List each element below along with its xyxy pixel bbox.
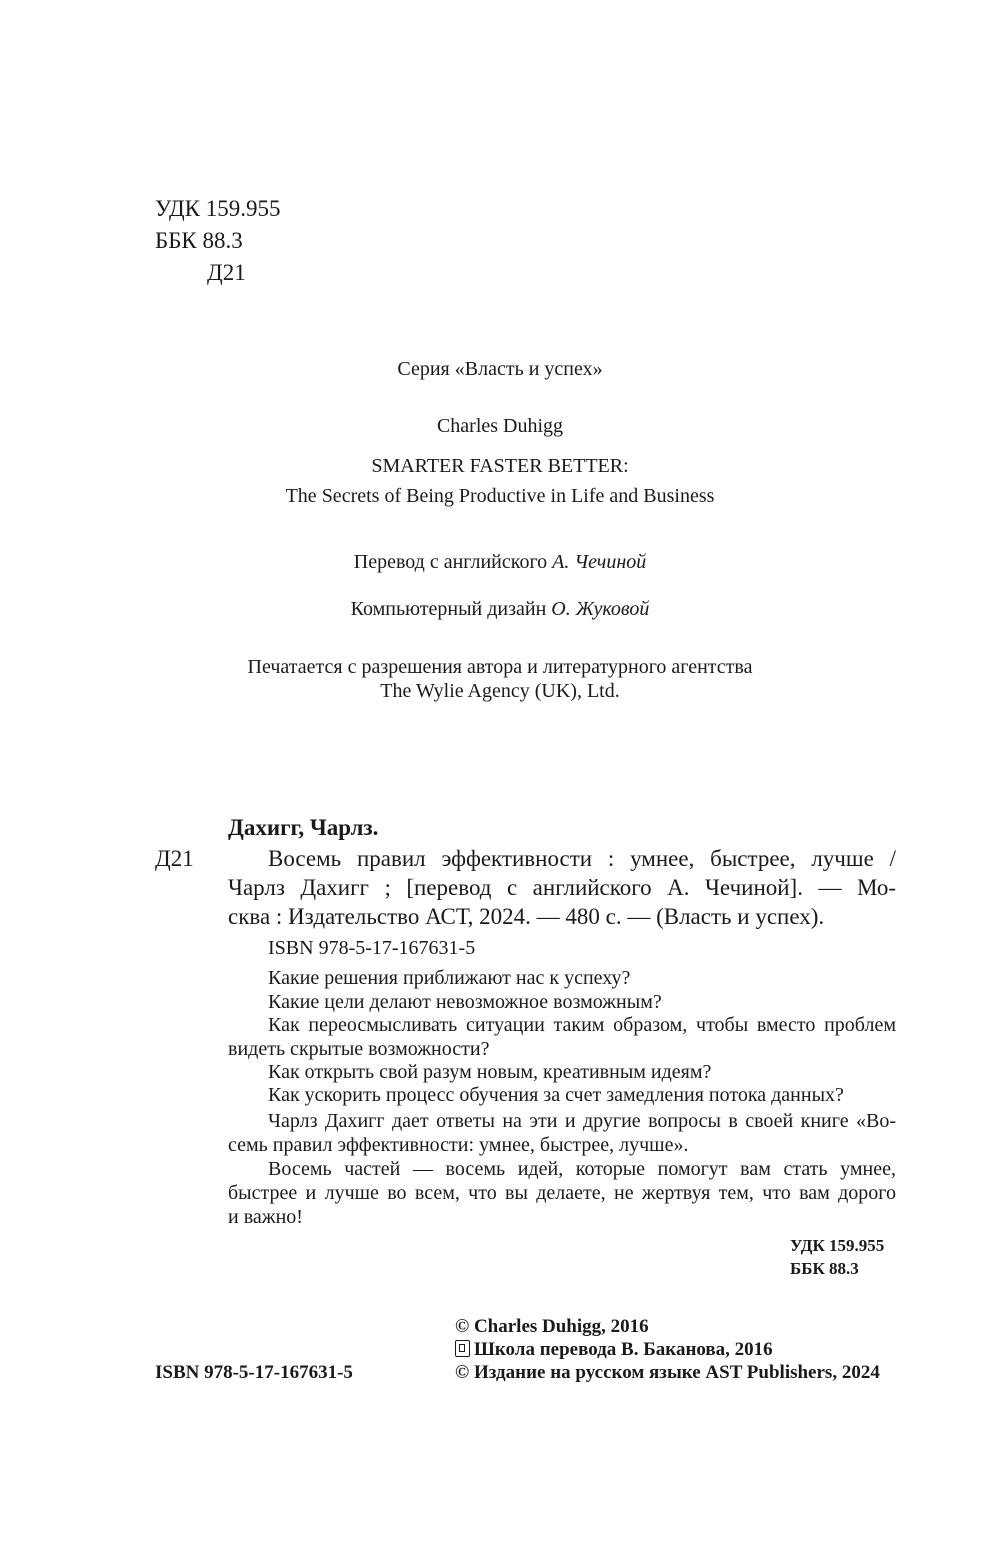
annotation-paragraph-2-line-3: и важно! [228, 1206, 303, 1228]
catalog-description-line-1: Восемь правил эффективности : умнее, быстрее, лучше / [268, 846, 896, 871]
designer-name: О. Жуковой [551, 598, 650, 620]
annotation-paragraph-1-line-2: семь правил эффективности: умнее, быстрее, лучше». [228, 1134, 689, 1156]
right-bbk-code: ББК 88.3 [790, 1259, 859, 1278]
catalog-description-line-2: Чарлз Дахигг ; [перевод с английского А. Чечиной]. — Мо- [228, 875, 896, 900]
design-prefix: Компьютерный дизайн [350, 598, 552, 620]
original-subtitle: The Secrets of Being Productive in Life and Business [285, 485, 715, 507]
footer-isbn: ISBN 978-5-17-167631-5 [155, 1362, 353, 1383]
annotation-paragraph-2-line-2: быстрее и лучше во всем, что вы делаете, не жертвуя тем, что вам дорого [228, 1182, 896, 1204]
udk-code: УДК 159.955 [155, 196, 281, 221]
annotation-question-3-line-1: Как переосмысливать ситуации таким образом, чтобы вместо проблем [268, 1014, 896, 1036]
catalog-isbn: ISBN 978-5-17-167631-5 [268, 937, 476, 959]
original-title: SMARTER FASTER BETTER: [371, 455, 629, 477]
footer-copyright-3: © Издание на русском языке AST Publishers, 2024 [455, 1362, 880, 1383]
translation-prefix: Перевод с английского [353, 551, 553, 573]
original-author: Charles Duhigg [436, 415, 564, 437]
annotation-question-1: Какие решения приближают нас к успеху? [268, 967, 631, 989]
footer-copyright-2-text: Школа перевода В. Баканова, 2016 [474, 1339, 773, 1360]
author-sign: Д21 [207, 260, 246, 285]
footer-copyright-1: © Charles Duhigg, 2016 [455, 1316, 649, 1337]
series-title: Серия «Власть и успех» [397, 358, 603, 380]
school-logo-icon [455, 1340, 470, 1357]
permission-line-1: Печатается с разрешения автора и литературного агентства [247, 656, 753, 678]
design-credit [0, 597, 1000, 622]
translator-name: А. Чечиной [552, 551, 647, 573]
annotation-question-3-line-2: видеть скрытые возможности? [228, 1038, 490, 1060]
annotation-question-5: Как ускорить процесс обучения за счет замедления потока данных? [268, 1084, 844, 1106]
catalog-author-heading: Дахигг, Чарлз. [228, 815, 379, 840]
catalog-description-line-3: сква : Издательство АСТ, 2024. — 480 с. — (Власть и успех). [228, 904, 825, 929]
catalog-code: Д21 [155, 846, 194, 871]
footer-copyright-2 [455, 1337, 773, 1362]
annotation-question-4: Как открыть свой разум новым, креативным идеям? [268, 1061, 712, 1083]
permission-line-2: The Wylie Agency (UK), Ltd. [380, 680, 620, 702]
right-udk-code: УДК 159.955 [790, 1236, 885, 1255]
annotation-paragraph-1-line-1: Чарлз Дахигг дает ответы на эти и другие вопросы в своей книге «Во- [268, 1110, 896, 1132]
annotation-paragraph-2-line-1: Восемь частей — восемь идей, которые помогут вам стать умнее, [268, 1158, 896, 1180]
bbk-code: ББК 88.3 [155, 228, 243, 253]
translation-credit [0, 550, 1000, 575]
annotation-question-2: Какие цели делают невозможное возможным? [268, 991, 662, 1013]
